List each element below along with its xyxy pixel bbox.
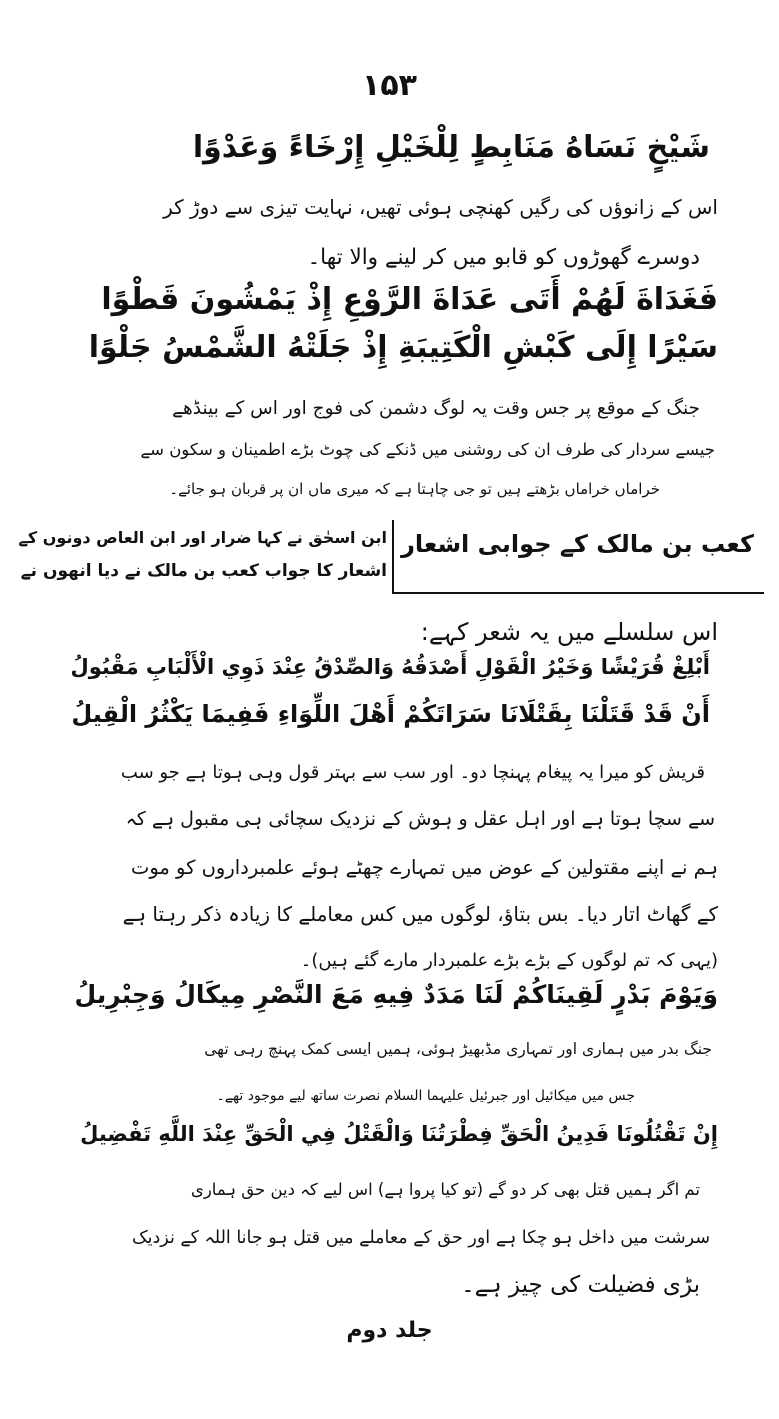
verse-line: سَيْرًا إِلَى كَبْشِ الْكَتِيبَةِ إِذْ جَلَتْهُ الشَّمْسُ جَلْوًا <box>88 330 718 365</box>
side-note-line-1: ابن اسحٰق نے کہا ضرار اور ابن العاص دونوں کے <box>18 528 387 547</box>
footer-volume-label: جلد دوم <box>346 1318 433 1343</box>
prose-line: دوسرے گھوڑوں کو قابو میں کر لینے والا تھا۔ <box>307 245 700 270</box>
prose-line: جس میں میکائیل اور جبرئیل علیہما السلام نصرت ساتھ لیے موجود تھے۔ <box>216 1088 635 1104</box>
prose-line: جنگ بدر میں ہماری اور تمہاری مڈبھیڑ ہوئی، ہمیں ایسی کمک پہنچ رہی تھی <box>204 1040 712 1058</box>
prose-line: (یہی کہ تم لوگوں کے بڑے بڑے علمبردار مارے گئے ہیں)۔ <box>300 950 718 971</box>
prose-line: تم اگر ہمیں قتل بھی کر دو گے (تو کیا پروا ہے) اس لیے کہ دین حق ہماری <box>190 1180 700 1199</box>
section-heading: کعب بن مالک کے جوابی اشعار <box>401 530 754 558</box>
prose-line: اس کے زانوؤں کی رگیں کھنچی ہوئی تھیں، نہایت تیزی سے دوڑ کر <box>163 195 718 219</box>
verse-line: إِنْ تَقْتُلُونَا فَدِينُ الْحَقِّ فِطْرَتُنَا وَالْقَتْلُ فِي الْحَقِّ عِنْدَ اللَّهِ تَفْضِيلُ <box>80 1122 718 1146</box>
verse-line: وَيَوْمَ بَدْرٍ لَقِينَاكُمْ لَنَا مَدَدٌ فِيهِ مَعَ النَّصْرِ مِيكَالُ وَجِبْرِيلُ <box>74 980 718 1009</box>
verse-line: شَيْخٍ نَسَاهُ مَنَابِطٍ لِلْخَيْلِ إِرْخَاءً وَعَدْوًا <box>192 130 710 165</box>
prose-line: ہم نے اپنے مقتولین کے عوض میں تمہارے چھٹے ہوئے علمبرداروں کو موت <box>130 856 718 879</box>
prose-line: بڑی فضیلت کی چیز ہے۔ <box>461 1272 700 1298</box>
verse-line: أَبْلِغْ قُرَيْشًا وَخَيْرُ الْقَوْلِ أَصْدَقُهُ وَالصِّدْقُ عِنْدَ ذَوِي الْأَلْبَابِ مَقْبُولُ <box>70 655 710 679</box>
prose-line: قریش کو میرا یہ پیغام پہنچا دو۔ اور سب سے بہتر قول وہی ہوتا ہے جو سب <box>120 762 705 783</box>
side-note-line-2: اشعار کا جواب کعب بن مالک نے دیا انھوں نے <box>20 561 387 581</box>
prose-line: اس سلسلے میں یہ شعر کہے: <box>420 618 718 646</box>
prose-line: جیسے سردار کی طرف ان کی روشنی میں ڈنکے کی چوٹ بڑے اطمینان و سکون سے <box>140 440 715 459</box>
page-number: ۱۵۳ <box>362 68 417 103</box>
prose-line: سرشت میں داخل ہو چکا ہے اور حق کے معاملے میں قتل ہو جانا اللہ کے نزدیک <box>131 1228 710 1248</box>
prose-line: سے سچا ہوتا ہے اور اہل عقل و ہوش کے نزدیک سچائی ہی مقبول ہے کہ <box>125 808 715 830</box>
verse-line: أَنْ قَدْ قَتَلْنَا بِقَتْلَانَا سَرَاتَكُمْ أَهْلَ اللِّوَاءِ فَفِيمَا يَكْثُرُ الْقِيلُ <box>71 700 710 728</box>
verse-line: فَغَدَاةَ لَهُمْ أَتَى عَدَاةَ الرَّوْعِ إِذْ يَمْشُونَ قَطْوًا <box>101 282 718 317</box>
prose-line: کے گھاٹ اتار دیا۔ بس بتاؤ، لوگوں میں کس معاملے کا زیادہ ذکر رہتا ہے <box>122 902 718 926</box>
prose-line: جنگ کے موقع پر جس وقت یہ لوگ دشمن کی فوج اور اس کے بینڈھے <box>172 398 700 419</box>
prose-line: خراماں خراماں بڑھتے ہیں تو جی چاہتا ہے کہ میری ماں ان پر قربان ہو جائے۔ <box>169 480 660 498</box>
